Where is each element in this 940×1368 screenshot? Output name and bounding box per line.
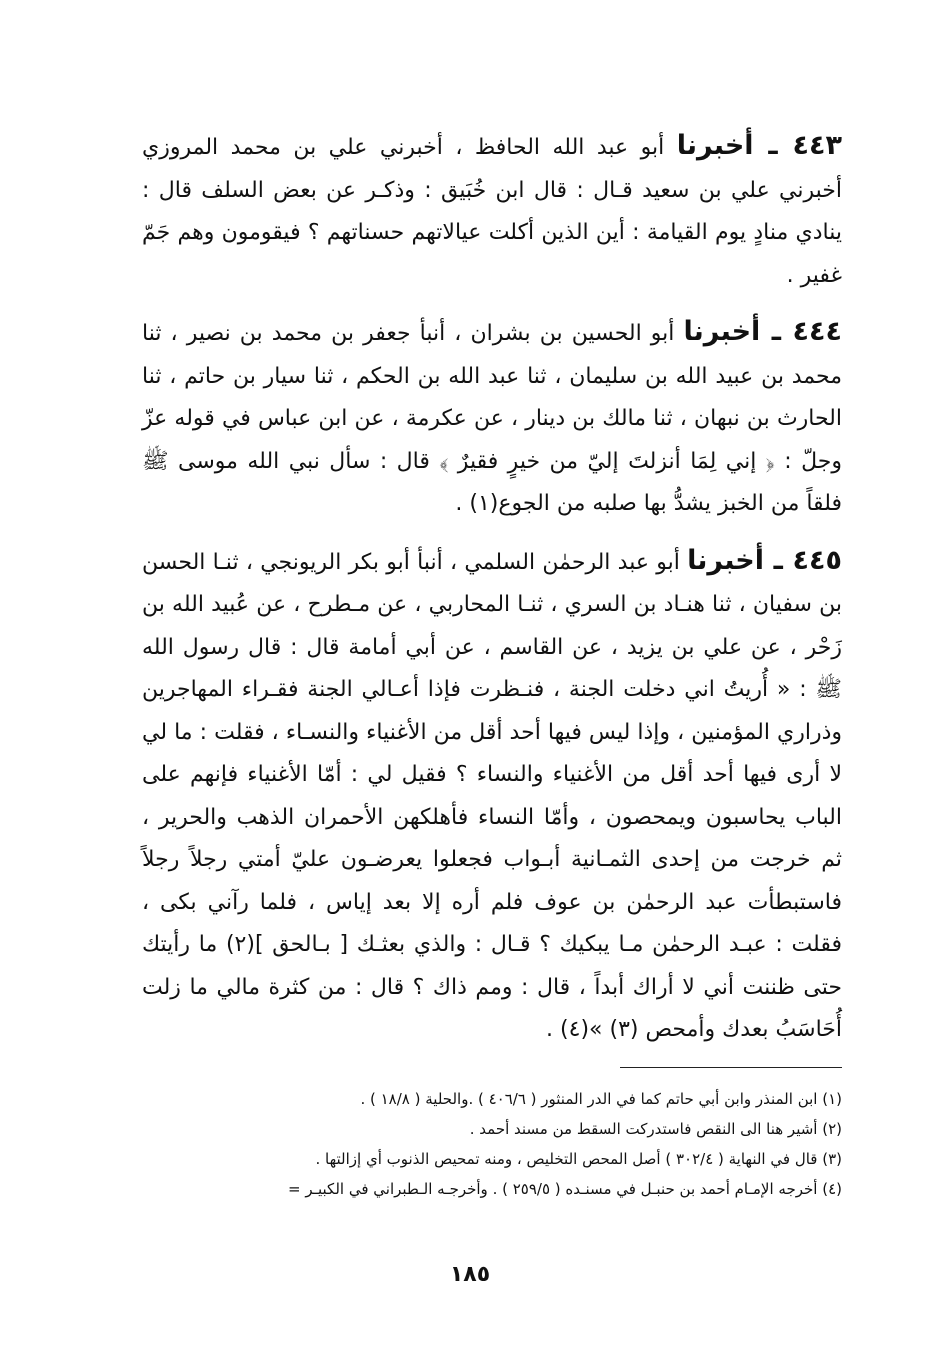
footnote-2: (٢) أشير هنا الى النقص فاستدركت السقط من مسند أحمد . bbox=[469, 1120, 842, 1138]
footnote-divider bbox=[620, 1067, 842, 1068]
footnotes bbox=[130, 1084, 842, 1204]
hadith-444 bbox=[142, 311, 842, 526]
hadith-443 bbox=[142, 125, 842, 297]
footnote-1: (١) ابن المنذر وابن أبي حاتم كما في الدر المنثور ( ٤٠٦/٦ ) .والحلية ( ١٨/٨ ) . bbox=[360, 1090, 842, 1108]
hadith-443-text: أبو عبد الله الحافظ ، أخبرني علي بن محمد المروزي أخبرني علي بن سعيد قـال : قال ابن خُبَيق : وذكـر عن بعض السلف قال : ينادي منادٍ يوم القيامة : أين الذين أكلت عيالاتهم حسناتهم ؟ فيقومون وهم جَمّ غفير . bbox=[142, 135, 842, 288]
hadith-445 bbox=[142, 540, 842, 1052]
footnote-4: (٤) أخرجه الإمـام أحمد بن حنبـل في مسنـده ( ٢٥٩/٥ ) . وأخرجـه الـطبراني في الكبيـر = bbox=[287, 1180, 842, 1198]
page-number: ١٨٥ bbox=[449, 1262, 491, 1287]
hadith-445-lead: ٤٤٥ ـ أخبرنا bbox=[687, 544, 842, 576]
hadith-443-lead: ٤٤٣ ـ أخبرنا bbox=[676, 130, 842, 161]
hadith-444-lead: ٤٤٤ ـ أخبرنا bbox=[683, 316, 842, 347]
hadith-444-text: أبو الحسين بن بشران ، أنبأ جعفر بن محمد بن نصير ، ثنا محمد بن عبيد الله بن سليمان ، ثنا عبد الله بن الحكم ، ثنا سيار بن حاتم ، ثنا الحارث بن نبهان ، ثنا مالك بن دينار ، عن عكرمة ، عن ابن عباس في قوله عزّ وجلّ : ﴿ إني لِمَا أنزلتَ إليّ من خيرٍ فقيرٌ ﴾ قال : سأل نبي الله موسى ﷺ فلقاً من الخبز يشدُّ بها صلبه من الجوع(١) . bbox=[142, 321, 842, 516]
footnote-3: (٣) قال في النهاية ( ٣٠٢/٤ ) أصل المحص التخليص ، ومنه تمحيص الذنوب أي إزالتها . bbox=[315, 1150, 842, 1168]
hadith-445-text: أبو عبد الرحمٰن السلمي ، أنبأ أبو بكر الريونجي ، ثنـا الحسن بن سفيان ، ثنا هنـاد بن السري ، ثنـا المحاربي ، عن مـطرح ، عن عُبيد الله بن زَحْر ، عن علي بن يزيد ، عن القاسم ، عن أبي أمامة قال : قال رسول الله ﷺ : « أُريتُ اني دخلت الجنة ، فنـظرت فإذا أعـالي الجنة فقـراء المهاجرين وذراري المؤمنين ، وإذا ليس فيها أحد أقل من الأغنياء والنسـاء ، فقلت : ما لي لا أرى فيها أحد أقل من الأغنياء والنساء ؟ فقيل لي : أمّا الأغنياء فإنهم على الباب يحاسبون ويمحصون ، وأمّا النساء فأهلكهن الأحمران الذهب والحرير ، ثم خرجت من إحدى الثمـانية أبـواب فجعلوا يعرضـون عليّ أمتي رجلاً رجلاً فاستبطأت عبد الرحمٰن بن عوف فلم أره إلا بعد إياس ، فلما رآني بكى ، فقلت : عبـد الرحمٰن مـا يبكيك ؟ قـال : والذي بعثـك [ بـالحق ](٢) ما رأيتك حتى ظننت أني لا أراك أبداً ، قال : ومم ذاك ؟ قال : من كثرة مالي ما زلت أُحَاسَبُ بعدك وأمحص (٣) »(٤) . bbox=[142, 549, 842, 1042]
main-text bbox=[142, 125, 842, 1052]
